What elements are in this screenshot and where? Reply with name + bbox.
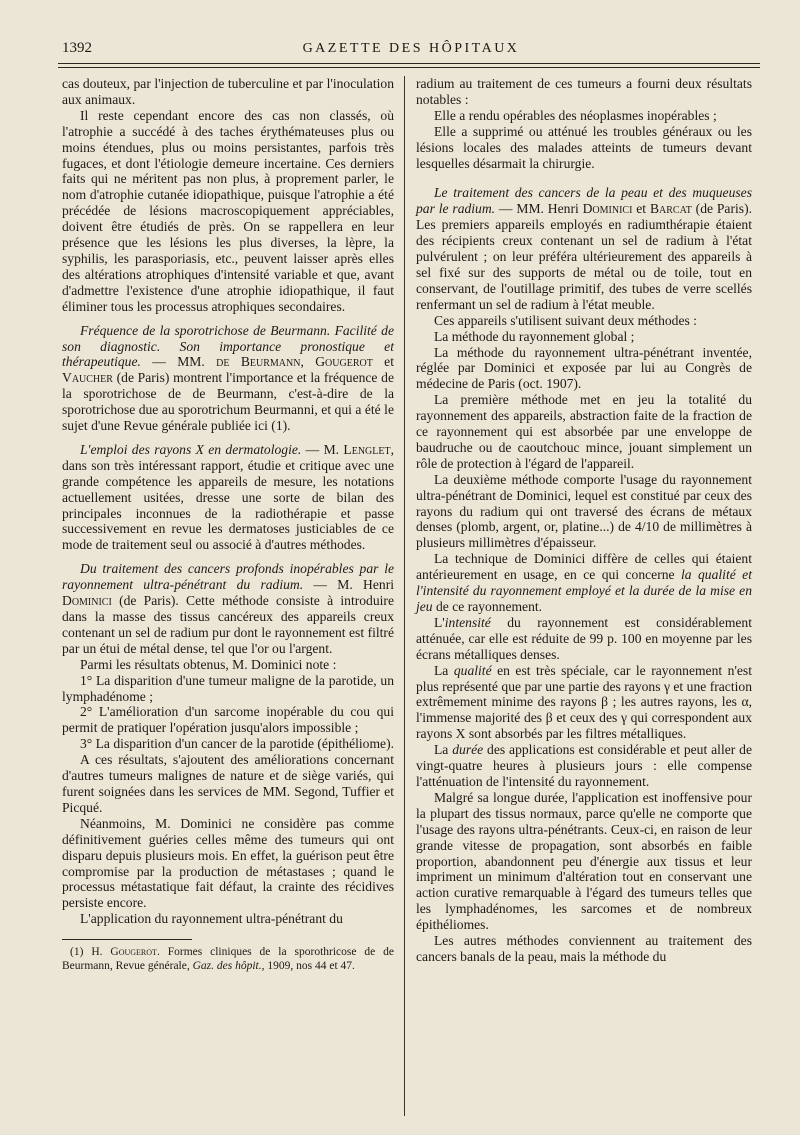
paragraph: Elle a supprimé ou atténué les troubles généraux ou les lésions locales des malades atteints de tumeurs devant lesquelles désarmait la chirurgie.: [416, 123, 752, 171]
section-cancers-peau: [416, 185, 752, 312]
text-run: de ce rayonnement.: [432, 599, 543, 614]
author-name: Dominici: [62, 593, 112, 609]
text-run: La: [434, 662, 454, 678]
text-run: , 1909, nos 44 et 47.: [261, 959, 355, 972]
journal-title: GAZETTE DES HÔPITAUX: [302, 41, 520, 56]
paragraph: Les autres méthodes conviennent au traitement des cancers banals de la peau, mais la méthode du: [416, 933, 752, 964]
footnote: [62, 946, 394, 973]
author-name: Gougerot: [110, 946, 157, 959]
section-rayons-x: [62, 442, 394, 553]
paragraph: La deuxième méthode comporte l'usage du rayonnement ultra-pénétrant de Dominici, lequel est constitué par ceux des rayons du radium qui ont traversé des écrans de métaux denses (plomb, argent, or, platine...) de 4/10 de millimètres à plusieurs millimètres d'épaisseur.: [416, 471, 752, 551]
paragraph: La première méthode met en jeu la totalité du rayonnement des appareils, abstraction faite de la fraction de ce rayonnement qui est absorbée par une enveloppe de baudruche ou de caoutchouc mince, jouant simplement un rôle de protection à l'égard de l'appareil.: [416, 392, 752, 471]
list-item: La méthode du rayonnement ultra-pénétrant inventée, réglée par Dominici et exposée par lui au Congrès de médecine de Paris (oct. 1907).: [416, 344, 752, 392]
list-item: 3° La disparition d'un cancer de la parotide (épithéliome).: [80, 736, 395, 752]
text-run: — M.: [301, 441, 344, 457]
emphasis: intensité: [444, 614, 491, 630]
column-divider: [404, 76, 405, 1116]
author-name: de Beurmann: [216, 354, 301, 370]
paragraph: [416, 742, 752, 790]
section-title: Fréquence de la sporotrichose de Beurmann. Facilité de son diagnostic. Son importance pronostique et thérapeutique.: [62, 322, 394, 370]
text-run: La technique de Dominici diffère de celles qui étaient antérieurement en usage, en ce qui concerne: [416, 551, 752, 583]
section-title: Du traitement des cancers profonds inopérables par le rayonnement ultra-pénétrant du radium.: [62, 561, 394, 593]
journal-reference: Gaz. des hôpit.: [192, 959, 262, 972]
text-run: et: [372, 354, 394, 370]
text-run: du rayonnement est considérablement atténuée, car elle est réduite de 99 p. 100 en moyenne par les écrans métalliques denses.: [416, 614, 752, 662]
emphasis: durée: [452, 742, 484, 758]
paragraph: A ces résultats, s'ajoutent des améliorations concernant d'autres tumeurs malignes de nature et de siège variés, qui furent soignées dans les services de MM. Segond, Tuffier et Picqué.: [62, 752, 394, 815]
paragraph: L'application du rayonnement ultra-pénétrant du: [80, 911, 343, 927]
paragraph: cas douteux, par l'injection de tuberculine et par l'inoculation aux animaux.: [62, 76, 394, 107]
paragraph: Malgré sa longue durée, l'application est inoffensive pour la plupart des tissus normaux, parce qu'elle ne comporte que l'usage des rayons ultra-pénétrants. Ceux-ci, en raison de leur grande vitesse de propagation, sont absorbés en faible proportion, abandonnent peu d'énergie aux tissus et leur impriment un minimum d'altération tout en conservant une action curative remarquable à l'égard des tumeurs telles que les lymphadénomes, les sarcomes et de nombreux épithéliomes.: [416, 789, 752, 933]
text-run: en est très spéciale, car le rayonnement n'est plus représenté que par une partie des rayons γ et une fraction extrêmement minime des rayons β ; les autres rayons, les α, l'immense majorité des β et ceux des γ qui correspondent aux rayons X sont absorbés par les filtres métalliques.: [416, 662, 752, 742]
text-run: (de Paris) montrent l'importance et la fréquence de la sporotrichose de de Beurmann, c'est-à-dire de la sporotrichose due au sporotrichum Beurmanni, et qui a été le sujet d'une Revue générale publiée ici (1).: [62, 370, 394, 434]
footnote-rule: [62, 939, 192, 940]
text-run: La: [434, 742, 453, 758]
text-run: et: [632, 201, 650, 217]
emphasis: la qualité et l'intensité du rayonnement employé et la durée de la mise en jeu: [416, 567, 752, 614]
text-run: des applications est considérable et peut aller de vingt-quatre heures à plusieurs jours : elle compense l'atténuation de l'intensité du rayonnement.: [416, 742, 752, 789]
text-run: — MM. Henri: [495, 201, 583, 217]
paragraph: [416, 615, 752, 663]
text-run: . Formes cliniques de la sporothricose de de Beurmann, Revue générale,: [62, 946, 394, 972]
author-name: Barcat: [649, 201, 692, 217]
text-run: , dans son très intéressant rapport, étudie et critique avec une grande compétence les appareils de mesure, les notations actuellement usitées, dresse une sorte de bilan des principales inconnues de la radiothérapie et passe successivement en revue les dermatoses justiciables de ce mode de traitement seul ou associé à d'autres méthodes.: [62, 441, 394, 553]
list-item: 1° La disparition d'une tumeur maligne de la parotide, un lymphadénome ;: [62, 672, 394, 704]
text-run: (1) H.: [70, 946, 111, 959]
section-title: Le traitement des cancers de la peau et des muqueuses par le radium.: [416, 185, 752, 217]
text-run: (de Paris). Les premiers appareils employés en radiumthérapie étaient des récipients creux contenant un sel de radium à l'état pulvérulent ; on leur préféra ultérieurement des appareils à sel fixé sur des supports de métal ou de toile, tout en conservant, de l'outillage primitif, des tubes de verre scellés renfermant un sel de radium à l'état meuble.: [416, 201, 752, 312]
paragraph: Il reste cependant encore des cas non classés, où l'atrophie a succédé à des taches érythémateuses plus ou moins étendues, plus ou moins persistantes, parfois très fugaces, et dont l'étiologie demeure incertaine. Ces derniers faits qui ne méritent pas non plus, à proprement parler, le nom d'atrophie cutanée idiopathique, puisque l'atrophie a été précédée de lésions macroscopiquement appréciables, doivent être étudiés de près. On se rappellera en leur présence que les lésions les plus diverses, la lèpre, la syphilis, les parasporiasis, etc., peuvent laisser après elles des altérations atrophiques d'intensité variable et que, avant d'admettre l'existence d'une atrophie idiopathique, il faut éliminer tous les processus atrophiques secondaires.: [62, 107, 394, 314]
right-column: [416, 76, 752, 965]
paragraph: Parmi les résultats obtenus, M. Dominici note :: [80, 656, 337, 672]
paragraph: Elle a rendu opérables des néoplasmes inopérables ;: [434, 107, 717, 123]
left-column: [62, 76, 394, 973]
author-name: Dominici: [582, 201, 633, 217]
paragraph: radium au traitement de ces tumeurs a fourni deux résultats notables :: [416, 76, 752, 107]
paragraph: Ces appareils s'utilisent suivant deux méthodes :: [434, 312, 697, 328]
page-header: [62, 40, 760, 62]
text-run: (de Paris). Cette méthode consiste à introduire dans la masse des tissus cancéreux des appareils creux contenant un sel de radium pur dont le rayonnement est filtré par un étui de métal dense, tel que l'or ou l'argent.: [62, 593, 394, 656]
section-title: L'emploi des rayons X en dermatologie.: [80, 441, 302, 457]
section-cancers-profonds: [62, 561, 394, 656]
list-item: 2° L'amélioration d'un sarcome inopérable du cou qui permit de pratiquer l'opération jusqu'alors impossible ;: [62, 704, 394, 736]
page-number: 1392: [62, 40, 92, 56]
text-run: — MM.: [140, 354, 217, 370]
text-run: — M. Henri: [303, 577, 394, 593]
header-rule-top: [58, 63, 760, 64]
text-run: ,: [300, 354, 316, 370]
header-rule-bottom: [58, 67, 760, 68]
paragraph: [416, 551, 752, 615]
author-name: Vaucher: [62, 370, 113, 386]
author-name: Gougerot: [315, 354, 373, 370]
paragraph: [416, 663, 752, 743]
author-name: Lenglet: [343, 441, 391, 457]
emphasis: qualité: [453, 662, 492, 678]
section-sporotrichose: [62, 323, 394, 434]
paragraph: Néanmoins, M. Dominici ne considère pas comme définitivement guéries celles même des tumeurs qui ont disparu depuis plusieurs mois. En effet, la guérison peut être compromise par la production de métastases ; quand le processus métastatique fait défaut, la crainte des récidives persiste encore.: [62, 815, 394, 911]
list-item: La méthode du rayonnement global ;: [434, 328, 635, 344]
text-run: L': [434, 614, 445, 630]
